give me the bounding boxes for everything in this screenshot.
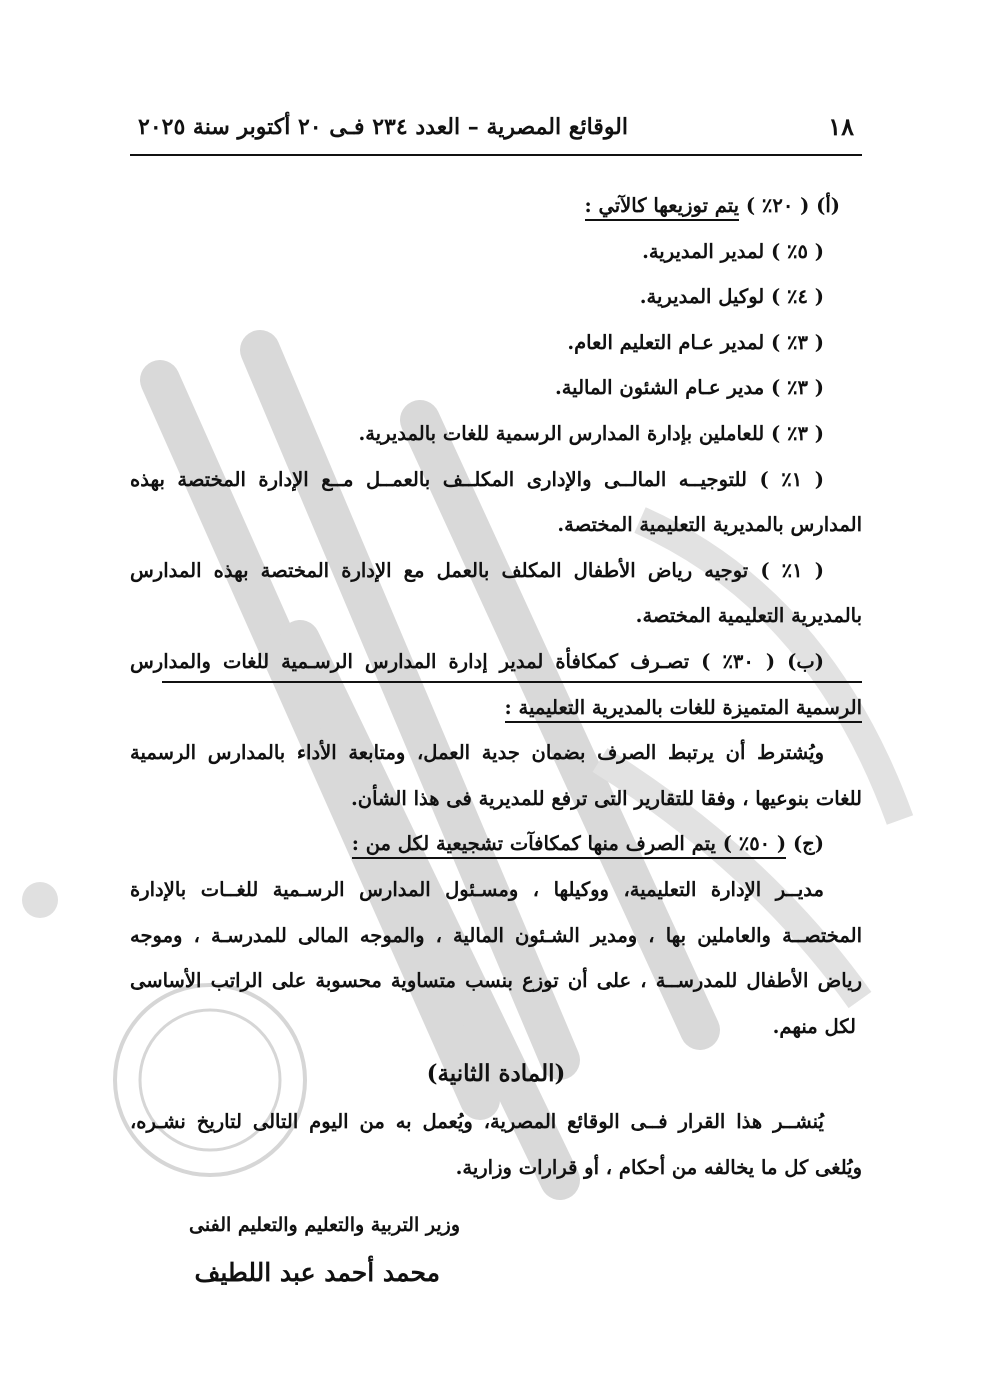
article-title: (المادة الثانية)	[426, 1060, 566, 1088]
signature-block	[150, 1208, 460, 1287]
list-item: ( ٤٪ ) لوكيل المديرية.	[639, 285, 824, 309]
clause-c-text: ( ٥٠٪ ) يتم الصرف منها كمكافآت تشجيعية لكل من :	[352, 832, 786, 859]
clause-a-text: يتم توزيعها كالآتي :	[585, 194, 740, 221]
clause-a	[130, 183, 862, 229]
clause-a-label: (أ) ( ٢٠٪ )	[739, 194, 840, 217]
page-number: ١٨	[828, 112, 854, 141]
clause-c-label: (ج)	[786, 832, 824, 856]
page-header	[130, 108, 862, 156]
clause-c	[130, 821, 862, 867]
paragraph-line: ( ١٪ ) توجيه رياض الأطفال المكلف بالعمل مع الإدارة المختصة بهذه المدارس	[130, 558, 825, 582]
paragraph-line: المختصــة والعاملين بها ، ومدير الشـئون المالية ، والموجه المالى للمدرسـة ، وموجه	[130, 923, 862, 947]
paragraph-line: يُنشــر هذا القرار فــى الوقائع المصرية، ويُعمل به من اليوم التالى لتاريخ نشـره،	[130, 1110, 824, 1134]
header-title: الوقائع المصرية – العدد ٢٣٤ فـى ٢٠ أكتوبر سنة ٢٠٢٥	[138, 114, 628, 140]
minister-name: محمد أحمد عبد اللطيف	[194, 1258, 440, 1287]
paragraph-line: ( ١٪ ) للتوجيــه المالــى والإدارى المكلــف بالعمــل مــع الإدارة المختصة بهذه	[130, 467, 824, 491]
document-body	[130, 183, 862, 1190]
paragraph-line: ويُشترط أن يرتبط الصرف بضمان جدية العمل، ومتابعة الأداء بالمدارس الرسمية	[130, 741, 824, 765]
list-item: ( ٣٪ ) لمدير عـام التعليم العام.	[567, 330, 824, 354]
list-item: ( ٣٪ ) للعاملين بإدارة المدارس الرسمية للغات بالمديرية.	[358, 421, 824, 445]
clause-b-text: الرسمية المتميزة للغات بالمديرية التعليمية :	[505, 696, 862, 723]
clause-b-line	[130, 685, 862, 731]
list-item: ( ٣٪ ) مدير عـام الشئون المالية.	[554, 376, 824, 400]
paragraph-line: بالمديرية التعليمية المختصة.	[635, 604, 862, 628]
paragraph-line: مديــر الإدارة التعليمية، ووكيلها ، ومسـئول المدارس الرسـمية للغــات بالإدارة	[130, 877, 824, 901]
clause-b-text: (ب) ( ٣٠٪ ) تصـرف كمكافأة لمدير إدارة المدارس الرسـمية للغات والمدارس	[130, 649, 824, 673]
clause-b-line	[130, 639, 862, 685]
underline	[162, 681, 862, 683]
list-item: ( ٥٪ ) لمدير المديرية.	[642, 239, 824, 263]
paragraph-line: لكل منهم.	[772, 1014, 856, 1038]
paragraph-line: رياض الأطفال للمدرســة ، على أن توزع بنسب متساوية محسوبة على الراتب الأساسى	[130, 969, 862, 993]
minister-title: وزير التربية والتعليم والتعليم الفنى	[189, 1214, 460, 1236]
paragraph-line: المدارس بالمديرية التعليمية المختصة.	[557, 513, 862, 537]
paragraph-line: ويُلغى كل ما يخالفه من أحكام ، أو قرارات وزارية.	[455, 1155, 862, 1179]
paragraph-line: للغات بنوعيها ، وفقا للتقارير التى ترفع للمديرية فى هذا الشأن.	[350, 786, 862, 810]
